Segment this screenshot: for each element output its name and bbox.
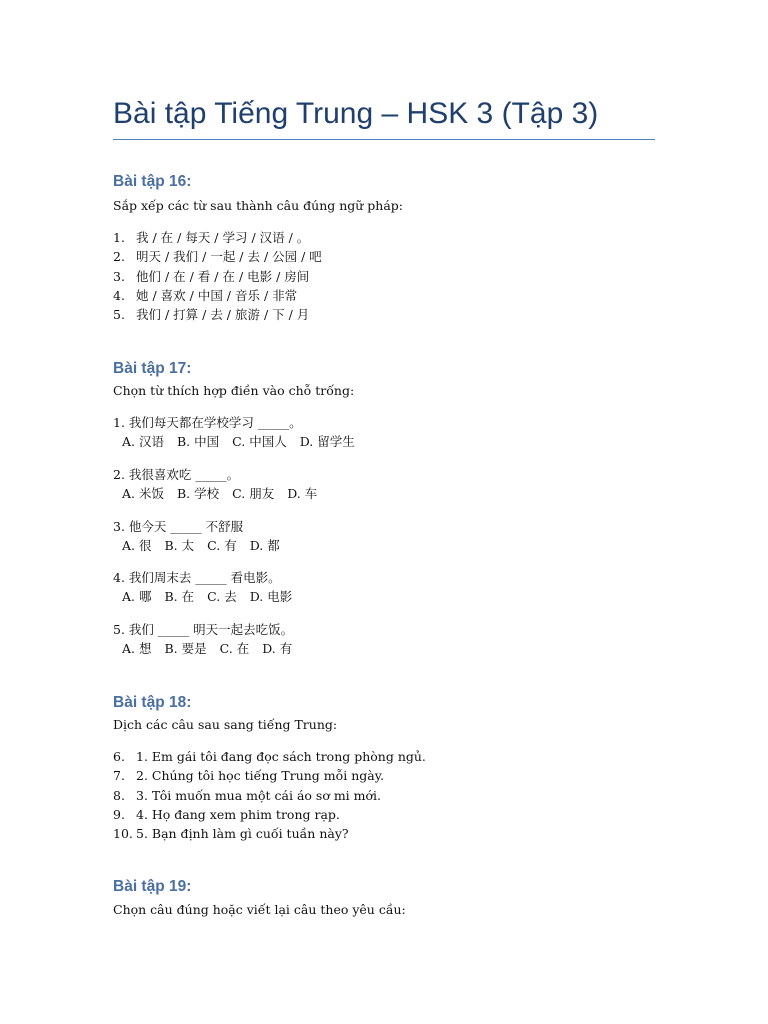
exercise-17-instruction: Chọn từ thích hợp điền vào chỗ trống:: [113, 383, 355, 398]
exercise-18-instruction: Dịch các câu sau sang tiếng Trung:: [113, 717, 338, 732]
list-item: [113, 805, 426, 824]
exercise-19-heading: Bài tập 19:: [113, 878, 192, 895]
question-options: [113, 587, 305, 606]
exercise-18-heading: Bài tập 18:: [113, 694, 192, 711]
question-text: 1. 我们每天都在学校学习 _____。: [113, 415, 302, 430]
exercise-19-instruction: Chọn câu đúng hoặc viết lại câu theo yêu cầu:: [113, 902, 406, 917]
item-number: 9.: [113, 806, 125, 822]
item-number: 5.: [113, 307, 125, 323]
question-options: [113, 536, 293, 555]
question-text: 5. 我们 _____ 明天一起去吃饭。: [113, 622, 294, 637]
question-4: [113, 568, 305, 606]
option-c: C. 朋友: [232, 486, 275, 501]
option-a: A. 米饭: [122, 486, 164, 501]
list-item: [113, 786, 426, 805]
item-text: 我们 / 打算 / 去 / 旅游 / 下 / 月: [136, 307, 310, 323]
title-underline: [113, 139, 655, 140]
option-b: B. 太: [164, 538, 195, 553]
question-options: [113, 432, 368, 451]
exercise-16-instruction: Sắp xếp các từ sau thành câu đúng ngữ pháp:: [113, 198, 404, 213]
question-1: [113, 413, 368, 451]
list-item: [113, 267, 322, 286]
option-c: C. 去: [207, 589, 237, 604]
list-item: [113, 766, 426, 785]
item-number: 3.: [113, 268, 125, 284]
option-d: D. 车: [287, 486, 318, 501]
option-a: A. 汉语: [122, 434, 164, 449]
item-text: 我 / 在 / 每天 / 学习 / 汉语 / 。: [136, 230, 310, 245]
item-number: 2.: [113, 249, 125, 265]
item-text: 他们 / 在 / 看 / 在 / 电影 / 房间: [136, 268, 310, 284]
option-b: B. 学校: [176, 486, 220, 501]
list-item: [113, 228, 322, 247]
question-3: [113, 517, 293, 555]
list-item: [113, 286, 322, 305]
exercise-17-heading: Bài tập 17:: [113, 360, 192, 377]
option-d: D. 有: [262, 641, 293, 656]
exercise-18-list: [113, 747, 426, 843]
item-number: 6.: [113, 749, 125, 764]
question-5: [113, 620, 305, 658]
item-text: 5. Bạn định làm gì cuối tuần này?: [136, 826, 349, 842]
option-a: A. 很: [122, 538, 152, 553]
option-c: C. 在: [219, 641, 250, 656]
option-d: D. 留学生: [299, 434, 355, 449]
option-d: D. 电影: [249, 589, 293, 604]
item-text: 3. Tôi muốn mua một cái áo sơ mi mới.: [136, 787, 381, 803]
question-options: [113, 639, 305, 658]
document-title: Bài tập Tiếng Trung – HSK 3 (Tập 3): [113, 97, 599, 130]
option-b: B. 中国: [176, 434, 220, 449]
item-number: 8.: [113, 787, 125, 803]
item-number: 10.: [113, 826, 133, 842]
item-text: 2. Chúng tôi học tiếng Trung mỗi ngày.: [136, 768, 385, 784]
option-b: B. 要是: [164, 641, 207, 656]
exercise-16-heading: Bài tập 16:: [113, 173, 192, 190]
question-text: 4. 我们周末去 _____ 看电影。: [113, 570, 281, 585]
option-c: C. 中国人: [232, 434, 287, 449]
item-text: 明天 / 我们 / 一起 / 去 / 公园 / 吧: [136, 249, 322, 265]
question-2: [113, 465, 330, 503]
item-text: 1. Em gái tôi đang đọc sách trong phòng ngủ.: [136, 749, 426, 764]
question-options: [113, 484, 330, 503]
list-item: [113, 247, 322, 266]
option-a: A. 哪: [122, 589, 152, 604]
exercise-16-list: [113, 228, 322, 324]
option-d: D. 都: [249, 538, 280, 553]
item-number: 7.: [113, 768, 125, 784]
list-item: [113, 747, 426, 766]
question-text: 3. 他今天 _____ 不舒服: [113, 519, 244, 534]
list-item: [113, 824, 426, 843]
option-b: B. 在: [164, 589, 195, 604]
list-item: [113, 305, 322, 324]
item-text: 4. Họ đang xem phim trong rạp.: [136, 806, 340, 822]
item-number: 1.: [113, 230, 125, 245]
item-number: 4.: [113, 287, 125, 303]
option-c: C. 有: [207, 538, 237, 553]
option-a: A. 想: [122, 641, 152, 656]
item-text: 她 / 喜欢 / 中国 / 音乐 / 非常: [136, 287, 298, 303]
question-text: 2. 我很喜欢吃 _____。: [113, 467, 240, 482]
